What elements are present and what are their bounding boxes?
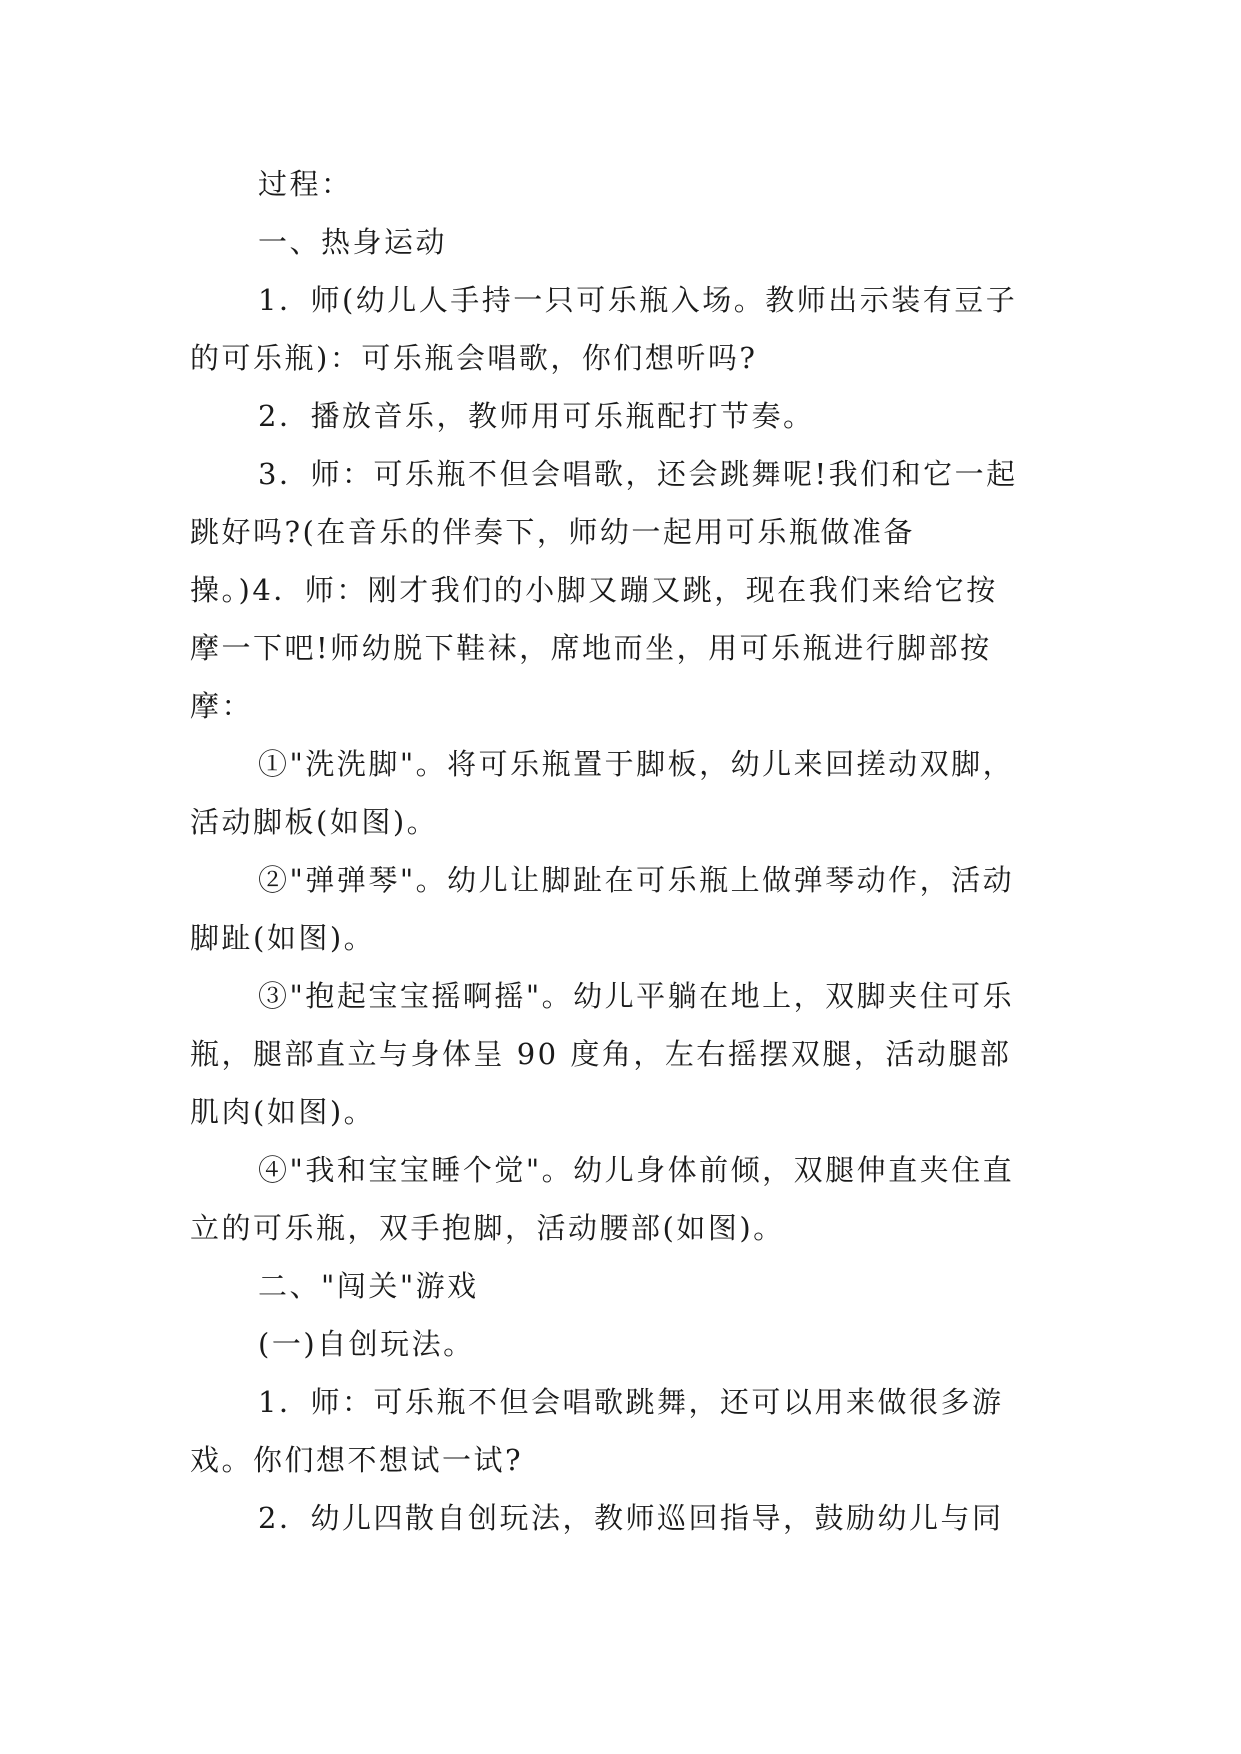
subsection-heading xyxy=(190,1315,1052,1373)
paragraph xyxy=(190,155,1052,213)
text-line: 1．师：可乐瓶不但会唱歌跳舞，还可以用来做很多游 xyxy=(258,1385,1004,1419)
text-line: 戏。你们想不想试一试? xyxy=(190,1443,524,1477)
paragraph xyxy=(190,967,1052,1141)
paragraph xyxy=(190,1373,1052,1489)
text-line: 跳好吗?(在音乐的伴奏下，师幼一起用可乐瓶做准备 xyxy=(190,515,915,549)
text-line: 过程： xyxy=(258,167,353,201)
text-line: 2．播放音乐，教师用可乐瓶配打节奏。 xyxy=(258,399,815,433)
text-line: 1．师(幼儿人手持一只可乐瓶入场。教师出示装有豆子 xyxy=(258,283,1018,317)
text-line: ④"我和宝宝睡个觉"。幼儿身体前倾，双腿伸直夹住直 xyxy=(258,1153,1015,1187)
text-line: (一)自创玩法。 xyxy=(258,1327,475,1361)
text-line: 一、热身运动 xyxy=(258,225,448,259)
text-line: ②"弹弹琴"。幼儿让脚趾在可乐瓶上做弹琴动作，活动 xyxy=(258,863,1015,897)
section-heading xyxy=(190,1257,1052,1315)
paragraph xyxy=(190,445,1052,735)
text-line: 脚趾(如图)。 xyxy=(190,921,376,955)
paragraph xyxy=(190,851,1052,967)
text-line: 摩： xyxy=(190,689,254,723)
document-body xyxy=(190,155,1052,1547)
text-line: 立的可乐瓶，双手抱脚，活动腰部(如图)。 xyxy=(190,1211,785,1245)
text-line: 摩一下吧!师幼脱下鞋袜，席地而坐，用可乐瓶进行脚部按 xyxy=(190,631,992,665)
text-line: 肌肉(如图)。 xyxy=(190,1095,376,1129)
text-line: 瓶，腿部直立与身体呈 90 度角，左右摇摆双腿，活动腿部 xyxy=(190,1037,1012,1071)
text-line: 二、"闯关"游戏 xyxy=(258,1269,479,1303)
text-line: 3．师：可乐瓶不但会唱歌，还会跳舞呢!我们和它一起 xyxy=(258,457,1018,491)
paragraph xyxy=(190,1141,1052,1257)
text-line: ①"洗洗脚"。将可乐瓶置于脚板，幼儿来回搓动双脚， xyxy=(258,747,1015,781)
paragraph xyxy=(190,1489,1052,1547)
text-line: 活动脚板(如图)。 xyxy=(190,805,439,839)
text-line: 的可乐瓶)：可乐瓶会唱歌，你们想听吗? xyxy=(190,341,758,375)
paragraph xyxy=(190,271,1052,387)
text-line: ③"抱起宝宝摇啊摇"。幼儿平躺在地上，双脚夹住可乐 xyxy=(258,979,1015,1013)
section-heading xyxy=(190,213,1052,271)
paragraph xyxy=(190,735,1052,851)
text-line: 2．幼儿四散自创玩法，教师巡回指导，鼓励幼儿与同 xyxy=(258,1501,1004,1535)
paragraph xyxy=(190,387,1052,445)
text-line: 操。)4．师：刚才我们的小脚又蹦又跳，现在我们来给它按 xyxy=(190,573,998,607)
